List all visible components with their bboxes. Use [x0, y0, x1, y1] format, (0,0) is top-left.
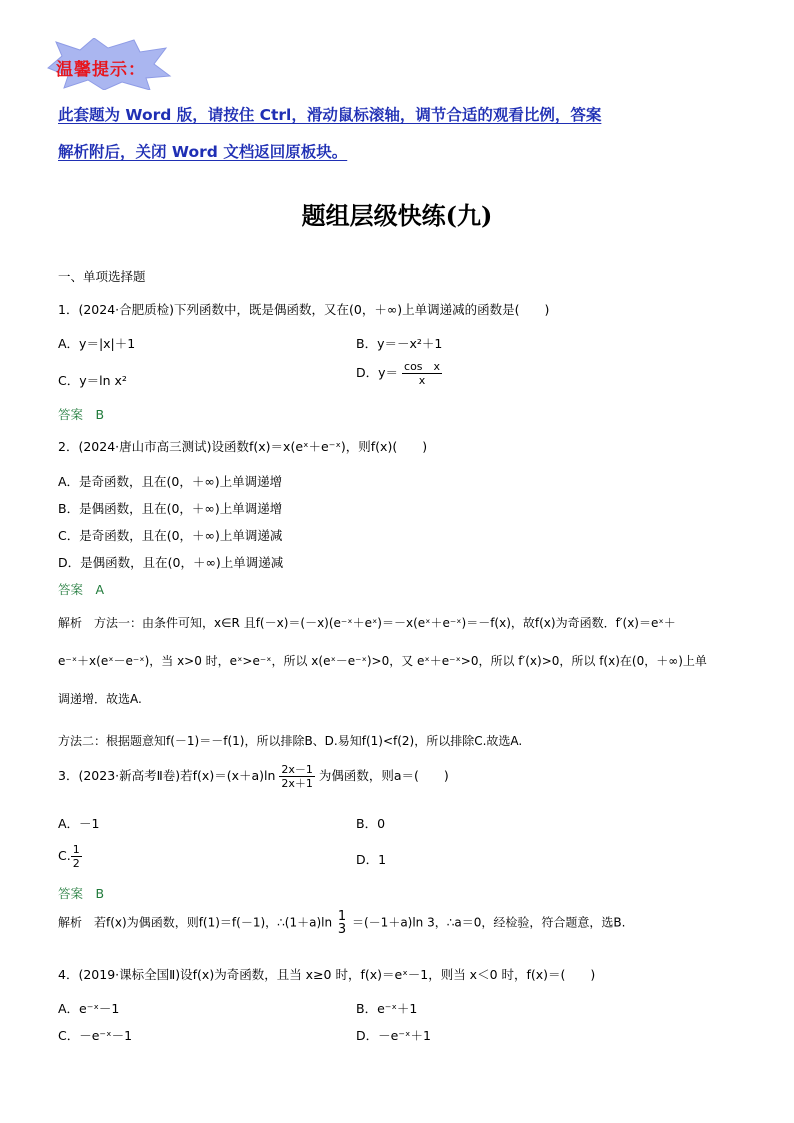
tip-label: 温馨提示： — [56, 60, 146, 80]
page-title: 题组层级快练(九) — [301, 201, 493, 230]
q2-option-b: B．是偶函数，且在(0，＋∞)上单调递增 — [58, 501, 283, 516]
q1-option-d-prefix: D．y＝ — [356, 365, 399, 380]
q3-option-a: A．－1 — [58, 816, 100, 831]
q3-stem — [58, 763, 449, 790]
q3-stem-denominator: 2x＋1 — [281, 777, 313, 790]
q2-analysis-method-2: 方法二：根据题意知f(－1)＝－f(1)，所以排除B、D.易知f(1)<f(2)，所以排除C.故选A. — [58, 734, 523, 748]
q3-analysis-prefix: 解析 若f(x)为偶函数，则f(1)＝f(－1)，∴(1＋a)ln — [58, 915, 333, 930]
q3-option-c-prefix: C. — [58, 848, 71, 863]
q3-option-b: B．0 — [356, 816, 386, 831]
q3-stem-numerator: 2x－1 — [281, 763, 313, 776]
q2-answer: 答案 A — [58, 582, 105, 597]
q1-option-d-fraction — [402, 360, 442, 387]
section-heading: 一、单项选择题 — [58, 269, 146, 284]
tip-notice-line-1: 此套题为 Word 版，请按住 Ctrl，滑动鼠标滚轴，调节合适的观看比例，答案 — [58, 106, 602, 124]
q1-answer: 答案 B — [58, 407, 105, 422]
q2-option-c: C．是奇函数，且在(0，＋∞)上单调递减 — [58, 528, 283, 543]
q1-option-d-denominator: x — [418, 374, 426, 387]
q3-option-c-numerator: 1 — [72, 843, 80, 856]
q2-option-a: A．是奇函数，且在(0，＋∞)上单调递增 — [58, 474, 283, 489]
q3-answer: 答案 B — [58, 886, 105, 901]
q2-analysis-line-3: 调递增．故选A. — [58, 692, 142, 706]
q4-stem: 4．(2019·课标全国Ⅱ)设f(x)为奇函数，且当 x≥0 时，f(x)＝eˣ－1，则当 x＜0 时，f(x)＝( ) — [58, 967, 596, 982]
q1-option-b: B．y＝－x²＋1 — [356, 336, 443, 351]
q2-analysis-line-2: e⁻ˣ＋x(eˣ－e⁻ˣ)，当 x>0 时，eˣ>e⁻ˣ，所以 x(eˣ－e⁻ˣ)>0，又 eˣ＋e⁻ˣ>0，所以 f′(x)>0，所以 f(x)在(0，＋∞)上单 — [58, 654, 707, 668]
q3-analysis-fraction — [336, 910, 348, 936]
q3-stem-fraction — [279, 763, 315, 790]
q3-analysis-numerator: 1 — [337, 909, 347, 924]
q4-option-b: B．e⁻ˣ＋1 — [356, 1001, 418, 1016]
q4-option-a: A．e⁻ˣ－1 — [58, 1001, 120, 1016]
q1-option-d-numerator: cos x — [404, 360, 441, 373]
tip-notice-line-2: 解析附后，关闭 Word 文档返回原板块。 — [58, 143, 348, 161]
q3-analysis-suffix: ＝(－1＋a)ln 3，∴a＝0，经检验，符合题意，选B. — [352, 915, 626, 930]
q3-analysis — [58, 910, 625, 936]
q1-option-d — [356, 360, 442, 387]
q3-option-c-fraction — [71, 843, 82, 870]
q1-option-a: A．y＝|x|＋1 — [58, 336, 136, 351]
q3-option-d: D．1 — [356, 852, 387, 867]
q1-option-c: C．y＝ln x² — [58, 373, 127, 388]
q2-stem: 2．(2024·唐山市高三测试)设函数f(x)＝x(eˣ＋e⁻ˣ)，则f(x)( ) — [58, 439, 428, 454]
q4-option-c: C．－e⁻ˣ－1 — [58, 1028, 133, 1043]
q3-stem-suffix: 为偶函数，则a＝( ) — [318, 768, 449, 783]
q3-stem-prefix: 3．(2023·新高考Ⅱ卷)若f(x)＝(x＋a)ln — [58, 768, 276, 783]
q2-analysis-line-1: 解析 方法一：由条件可知，x∈R 且f(－x)＝(－x)(e⁻ˣ＋eˣ)＝－x(eˣ＋e⁻ˣ)＝－f(x)，故f(x)为奇函数．f′(x)＝eˣ＋ — [58, 616, 676, 630]
q3-option-c — [58, 843, 82, 870]
q2-option-d: D．是偶函数，且在(0，＋∞)上单调递减 — [58, 555, 284, 570]
q3-option-c-denominator: 2 — [72, 857, 80, 870]
q3-analysis-denominator: 3 — [337, 922, 347, 937]
q4-option-d: D．－e⁻ˣ＋1 — [356, 1028, 431, 1043]
q1-stem: 1．(2024·合肥质检)下列函数中，既是偶函数，又在(0，＋∞)上单调递减的函数是( ) — [58, 302, 550, 317]
